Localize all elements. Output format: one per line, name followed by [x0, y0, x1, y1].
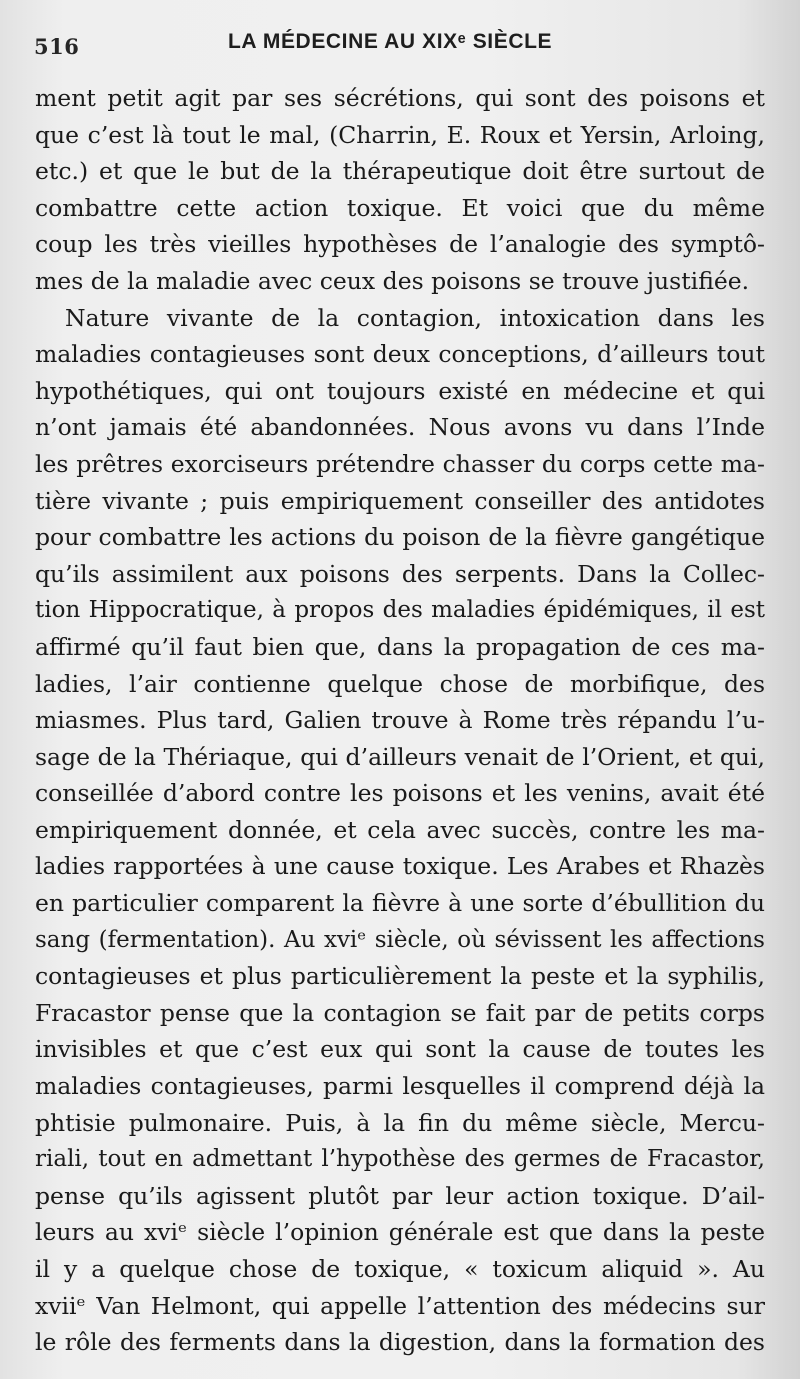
text-line: etc.) et que le but de la thérapeutique doit être surtout de: [35, 157, 765, 186]
text-line: conseillée d’abord contre les poisons et les venins, avait été: [35, 779, 765, 808]
page-number: 516: [34, 34, 80, 59]
text-line: riali, tout en admettant l’hypothèse des germes de Fracastor,: [35, 1146, 765, 1173]
text-line: Fracastor pense que la contagion se fait par de petits corps: [35, 998, 765, 1027]
text-line: affirmé qu’il faut bien que, dans la propagation de ces ma-: [35, 632, 765, 661]
text-line: sage de la Thériaque, qui d’ailleurs venait de l’Orient, et qui,: [35, 742, 765, 771]
body-text: [35, 80, 765, 1361]
text-line: phtisie pulmonaire. Puis, à la fin du même siècle, Mercu-: [35, 1108, 765, 1137]
text-line: il y a quelque chose de toxique, « toxicum aliquid ». Au: [35, 1255, 765, 1283]
text-line: mes de la maladie avec ceux des poisons se trouve justifiée.: [35, 266, 750, 295]
text-line: tion Hippocratique, à propos des maladies épidémiques, il est: [35, 597, 765, 624]
text-line: hypothétiques, qui ont toujours existé en médecine et qui: [35, 376, 765, 405]
text-line: ladies, l’air contienne quelque chose de morbifique, des: [35, 669, 765, 698]
text-line: n’ont jamais été abandonnées. Nous avons vu dans l’Inde: [35, 413, 765, 442]
page-header: [0, 26, 800, 62]
text-line: ment petit agit par ses sécrétions, qui sont des poisons et: [35, 84, 765, 112]
text-line: ladies rapportées à une cause toxique. Les Arabes et Rhazès: [35, 852, 765, 881]
text-line: pense qu’ils agissent plutôt par leur action toxique. D’ail-: [35, 1181, 765, 1210]
text-line: leurs au xviᵉ siècle l’opinion générale est que dans la peste: [35, 1218, 765, 1247]
text-line: miasmes. Plus tard, Galien trouve à Rome très répandu l’u-: [35, 706, 765, 735]
text-line: maladies contagieuses sont deux conceptions, d’ailleurs tout: [35, 340, 765, 369]
text-line: le rôle des ferments dans la digestion, dans la formation des: [35, 1328, 765, 1357]
text-line: combattre cette action toxique. Et voici que du même: [35, 193, 765, 222]
text-line: tière vivante ; puis empiriquement conseiller des antidotes: [35, 486, 765, 515]
running-title: LA MÉDECINE AU XIXᵉ SIÈCLE: [228, 30, 553, 53]
text-line: empiriquement donnée, et cela avec succès, contre les ma-: [35, 815, 765, 844]
text-line: qu’ils assimilent aux poisons des serpents. Dans la Collec-: [35, 559, 765, 588]
text-line: que c’est là tout le mal, (Charrin, E. Roux et Yersin, Arloing,: [35, 120, 765, 149]
text-line: en particulier comparent la fièvre à une sorte d’ébullition du: [35, 889, 765, 918]
text-line: contagieuses et plus particulièrement la peste et la syphilis,: [35, 962, 765, 991]
text-line: les prêtres exorciseurs prétendre chasser du corps cette ma-: [35, 449, 765, 478]
text-line: pour combattre les actions du poison de la fièvre gangétique: [35, 523, 765, 552]
text-line: xviiᵉ Van Helmont, qui appelle l’attention des médecins sur: [35, 1291, 765, 1320]
text-line: sang (fermentation). Au xviᵉ siècle, où sévissent les affections: [35, 926, 765, 953]
text-line: maladies contagieuses, parmi lesquelles il comprend déjà la: [35, 1072, 765, 1101]
text-line: Nature vivante de la contagion, intoxication dans les: [65, 303, 765, 332]
text-line: coup les très vieilles hypothèses de l’analogie des symptô-: [35, 230, 765, 259]
text-line: invisibles et que c’est eux qui sont la cause de toutes les: [35, 1035, 765, 1064]
